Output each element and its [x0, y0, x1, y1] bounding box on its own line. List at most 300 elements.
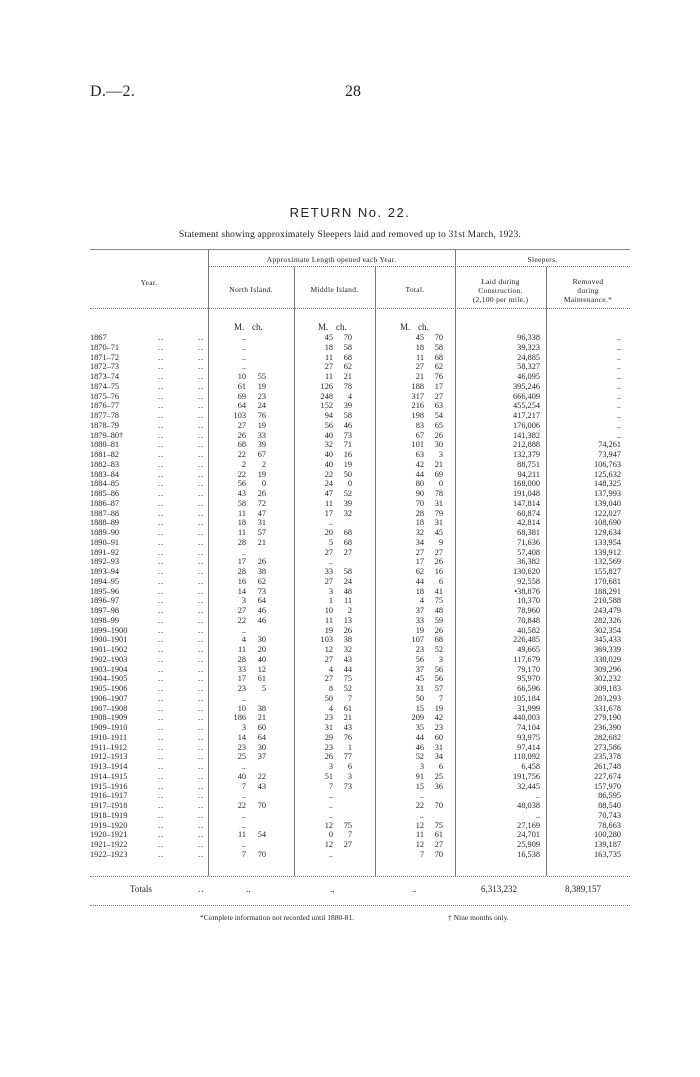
- cell-removed: 86,595: [598, 791, 621, 801]
- leader-dots: ..: [158, 430, 165, 440]
- cell-middle-miles: 5: [328, 537, 333, 547]
- cell-middle-miles: 103: [320, 635, 333, 645]
- cell-removed: 78,663: [598, 820, 621, 830]
- leader-dots: ..: [158, 645, 165, 654]
- cell-total-chains: 75: [434, 820, 443, 830]
- cell-removed: ..: [616, 411, 621, 420]
- cell-total-miles: 67: [415, 430, 424, 440]
- cell-north-miles: 17: [237, 557, 246, 567]
- cell-laid: 24,885: [517, 352, 540, 362]
- cell-north-miles: 23: [237, 742, 246, 752]
- cell-middle-miles: 3: [328, 586, 333, 596]
- cell-removed: ..: [616, 352, 621, 362]
- cell-middle-chains: 32: [343, 645, 352, 654]
- cell-removed: ..: [616, 381, 621, 391]
- totals-middle: ..: [330, 884, 335, 894]
- cell-north-miles: 25: [237, 752, 246, 762]
- cell-laid: 117,679: [513, 654, 540, 664]
- page-number: 28: [345, 83, 361, 100]
- leader-dots: ..: [158, 840, 165, 849]
- cell-middle-chains: 27: [343, 547, 352, 557]
- cell-removed: 170,681: [594, 576, 621, 586]
- cell-removed: 279,190: [594, 713, 621, 723]
- header-total: Total.: [405, 285, 425, 294]
- cell-north-chains: 30: [257, 635, 266, 645]
- cell-north-chains: 31: [257, 518, 266, 528]
- table-row: [0, 557, 700, 567]
- cell-total-miles: 44: [415, 576, 424, 586]
- leader-dots: ..: [158, 479, 165, 489]
- leader-dots: ..: [158, 450, 165, 459]
- cell-laid: 40,582: [517, 625, 540, 635]
- cell-middle-miles: 27: [324, 576, 333, 586]
- cell-north-chains: 67: [257, 450, 266, 459]
- cell-total-miles: 80: [415, 479, 424, 489]
- cell-middle-miles: ..: [328, 557, 333, 567]
- cell-middle-chains: 76: [343, 732, 352, 742]
- cell-middle-chains: 75: [343, 820, 352, 830]
- cell-laid: 191,048: [513, 489, 540, 498]
- cell-laid: 105,184: [513, 693, 540, 703]
- cell-middle-miles: 27: [324, 654, 333, 664]
- cell-total-chains: 26: [434, 557, 443, 567]
- cell-middle-miles: 22: [324, 469, 333, 479]
- leader-dots: ..: [198, 489, 205, 498]
- cell-total-miles: 216: [411, 401, 424, 411]
- page-id: D.—2.: [90, 83, 136, 100]
- totals-north: ..: [246, 884, 251, 894]
- leader-dots: ..: [158, 342, 165, 352]
- cell-year: 1877–78: [90, 411, 120, 420]
- cell-north-miles: 23: [237, 684, 246, 693]
- cell-north-chains: 43: [257, 781, 266, 791]
- cell-total-miles: 28: [415, 508, 424, 518]
- cell-year: 1912–1913: [90, 752, 128, 762]
- cell-year: 1910–1911: [90, 732, 128, 742]
- cell-laid: 79,170: [517, 664, 540, 674]
- table-row: [0, 830, 700, 840]
- cell-middle-chains: 24: [343, 576, 352, 586]
- cell-removed: 155,827: [594, 567, 621, 576]
- cell-middle-miles: 126: [320, 381, 333, 391]
- cell-middle-chains: 26: [343, 625, 352, 635]
- cell-laid: 66,596: [517, 684, 540, 693]
- cell-north-miles: 11: [238, 508, 246, 518]
- footnote-dagger: † Nine months only.: [448, 913, 509, 922]
- cell-year: 1920–1921: [90, 830, 128, 840]
- cell-year: 1883–84: [90, 469, 120, 479]
- cell-total-chains: 65: [434, 420, 443, 430]
- table-row: [0, 431, 700, 441]
- statement-subtitle: Statement showing approximately Sleepers laid and removed up to 31st March, 1923.: [178, 230, 522, 240]
- leader-dots: ..: [158, 391, 165, 401]
- cell-total-chains: 31: [434, 742, 443, 752]
- cell-laid: 39,323: [517, 342, 540, 352]
- cell-north-chains: 2: [261, 459, 266, 469]
- leader-dots: ..: [198, 479, 205, 489]
- cell-removed: 74,261: [598, 440, 621, 450]
- cell-removed: 139,040: [594, 498, 621, 508]
- cell-north-chains: 76: [257, 411, 266, 420]
- cell-north-chains: 20: [257, 645, 266, 654]
- cell-total-chains: 68: [434, 635, 443, 645]
- cell-year: 1902–1903: [90, 654, 128, 664]
- cell-north-chains: 19: [257, 420, 266, 430]
- cell-middle-miles: 11: [325, 498, 333, 508]
- cell-year: 1870–71: [90, 342, 120, 352]
- cell-total-miles: 23: [415, 645, 424, 654]
- cell-north-miles: ..: [241, 362, 246, 372]
- cell-removed: 88,540: [598, 801, 621, 810]
- cell-middle-miles: 26: [324, 752, 333, 762]
- leader-dots: ..: [158, 333, 165, 342]
- cell-removed: 235,378: [594, 752, 621, 762]
- cell-north-miles: 16: [237, 576, 246, 586]
- cell-laid: 92,558: [517, 576, 540, 586]
- leader-dots: ..: [158, 723, 165, 732]
- cell-middle-chains: 58: [343, 411, 352, 420]
- cell-total-miles: 63: [415, 450, 424, 459]
- leader-dots: ..: [158, 381, 165, 391]
- cell-total-miles: 56: [415, 654, 424, 664]
- cell-laid: 46,095: [517, 372, 540, 381]
- table-row: [0, 733, 700, 743]
- cell-middle-miles: 45: [324, 333, 333, 342]
- table-row: [0, 704, 700, 714]
- cell-laid: 147,814: [513, 498, 540, 508]
- cell-laid: 42,814: [517, 518, 540, 528]
- leader-dots: ..: [158, 489, 165, 498]
- cell-year: 1907–1908: [90, 703, 128, 713]
- cell-laid: 88,751: [517, 459, 540, 469]
- cell-total-chains: 42: [434, 713, 443, 723]
- cell-middle-chains: 68: [343, 537, 352, 547]
- cell-removed: 330,029: [594, 654, 621, 664]
- cell-year: 1887–88: [90, 508, 120, 518]
- cell-total-miles: 45: [415, 333, 424, 342]
- cell-total-miles: 11: [416, 352, 424, 362]
- leader-dots: ..: [158, 469, 165, 479]
- cell-north-miles: 22: [237, 615, 246, 625]
- cell-north-chains: 26: [257, 557, 266, 567]
- cell-laid: •38,876: [514, 586, 540, 596]
- cell-north-chains: 19: [257, 469, 266, 479]
- cell-total-chains: 27: [434, 840, 443, 849]
- table-row: [0, 694, 700, 704]
- leader-dots: ..: [158, 372, 165, 381]
- table-row: [0, 518, 700, 528]
- cell-total-chains: 69: [434, 469, 443, 479]
- cell-laid: 455,254: [513, 401, 540, 411]
- unit-middle-miles: M.: [318, 322, 329, 332]
- cell-total-chains: 26: [434, 430, 443, 440]
- cell-middle-chains: 21: [343, 713, 352, 723]
- table-bottom-rule: [90, 876, 630, 877]
- cell-total-chains: 25: [434, 771, 443, 781]
- cell-total-chains: 27: [434, 547, 443, 557]
- cell-total-chains: 31: [434, 518, 443, 528]
- leader-dots: ..: [158, 557, 165, 567]
- header-laid: [455, 277, 546, 304]
- leader-dots: ..: [198, 518, 205, 528]
- table-row: [0, 528, 700, 538]
- totals-leader-dots: ..: [198, 884, 205, 894]
- leader-dots: ..: [198, 391, 205, 401]
- cell-middle-chains: 7: [347, 693, 352, 703]
- cell-middle-chains: 27: [343, 840, 352, 849]
- table-row: [0, 382, 700, 392]
- cell-total-chains: 45: [434, 528, 443, 537]
- cell-north-miles: 14: [237, 586, 246, 596]
- leader-dots: ..: [198, 713, 205, 723]
- cell-total-chains: 7: [438, 693, 443, 703]
- cell-north-miles: 18: [237, 518, 246, 528]
- cell-middle-miles: 51: [324, 771, 333, 781]
- leader-dots: ..: [198, 771, 205, 781]
- cell-laid: 32,445: [517, 781, 540, 791]
- cell-north-miles: 17: [237, 674, 246, 684]
- cell-removed: ..: [616, 333, 621, 342]
- cell-middle-chains: 11: [344, 596, 352, 606]
- leader-dots: ..: [158, 625, 165, 635]
- cell-north-miles: 27: [237, 420, 246, 430]
- leader-dots: ..: [198, 528, 205, 537]
- totals-removed: 8,389,157: [565, 884, 601, 894]
- cell-total-miles: 107: [411, 635, 424, 645]
- cell-total-chains: 26: [434, 625, 443, 635]
- table-row: [0, 509, 700, 519]
- leader-dots: ..: [198, 586, 205, 596]
- unit-north-miles: M.: [234, 322, 245, 332]
- cell-removed: 188,291: [594, 586, 621, 596]
- cell-total-miles: 12: [415, 840, 424, 849]
- cell-laid: 226,485: [513, 635, 540, 645]
- table-row: [0, 343, 700, 353]
- cell-total-miles: 198: [411, 411, 424, 420]
- cell-middle-chains: 73: [343, 781, 352, 791]
- table-row: [0, 821, 700, 831]
- cell-total-miles: 37: [415, 606, 424, 615]
- leader-dots: ..: [158, 498, 165, 508]
- cell-total-miles: 45: [415, 674, 424, 684]
- cell-total-miles: 15: [415, 781, 424, 791]
- leader-dots: ..: [198, 333, 205, 342]
- table-row: [0, 645, 700, 655]
- leader-dots: ..: [198, 645, 205, 654]
- unit-total-miles: M.: [400, 322, 411, 332]
- cell-middle-chains: 0: [347, 479, 352, 489]
- leader-dots: ..: [158, 440, 165, 450]
- cell-north-chains: 46: [257, 615, 266, 625]
- leader-dots: ..: [198, 381, 205, 391]
- table-row: [0, 372, 700, 382]
- cell-middle-miles: 20: [324, 528, 333, 537]
- cell-north-miles: ..: [241, 342, 246, 352]
- footnote-rule: [90, 905, 630, 906]
- cell-total-chains: 56: [434, 664, 443, 674]
- cell-year: 1891–92: [90, 547, 120, 557]
- cell-north-chains: 61: [257, 674, 266, 684]
- header-removed: [546, 277, 630, 304]
- cell-year: 1900–1901: [90, 635, 128, 645]
- leader-dots: ..: [198, 684, 205, 693]
- cell-year: 1895–96: [90, 586, 120, 596]
- cell-laid: 94,211: [517, 469, 540, 479]
- cell-total-miles: 18: [415, 342, 424, 352]
- leader-dots: ..: [198, 615, 205, 625]
- cell-total-chains: 56: [434, 674, 443, 684]
- cell-north-chains: 72: [257, 498, 266, 508]
- cell-laid: 24,701: [517, 830, 540, 840]
- leader-dots: ..: [198, 693, 205, 703]
- cell-year: 1903–1904: [90, 664, 128, 674]
- cell-year: 1915–1916: [90, 781, 128, 791]
- cell-removed: 100,280: [594, 830, 621, 840]
- cell-total-miles: 188: [411, 381, 424, 391]
- cell-year: 1905–1906: [90, 684, 128, 693]
- cell-total-miles: 83: [415, 420, 424, 430]
- header-year: Year.: [140, 278, 158, 287]
- cell-total-miles: ..: [419, 791, 424, 801]
- cell-north-miles: ..: [241, 810, 246, 820]
- cell-middle-miles: 31: [324, 723, 333, 732]
- cell-middle-miles: 4: [328, 703, 333, 713]
- cell-total-chains: 9: [438, 537, 443, 547]
- cell-total-miles: 35: [415, 723, 424, 732]
- totals-laid: 6,313,232: [481, 884, 517, 894]
- cell-middle-chains: 7: [347, 830, 352, 840]
- cell-total-miles: 62: [415, 567, 424, 576]
- cell-removed: 345,433: [594, 635, 621, 645]
- leader-dots: ..: [158, 518, 165, 528]
- cell-middle-miles: 27: [324, 547, 333, 557]
- leader-dots: ..: [158, 830, 165, 840]
- table-row: [0, 840, 700, 850]
- cell-year: 1872–73: [90, 362, 120, 372]
- cell-middle-chains: 68: [343, 352, 352, 362]
- header-sleepers: Sleepers.: [527, 255, 558, 264]
- cell-middle-miles: 40: [324, 430, 333, 440]
- table-row: [0, 440, 700, 450]
- cell-middle-chains: 71: [343, 440, 352, 450]
- leader-dots: ..: [198, 401, 205, 411]
- leader-dots: ..: [198, 674, 205, 684]
- cell-laid: 74,104: [517, 723, 540, 732]
- header-group-rule: [208, 266, 630, 267]
- cell-total-chains: 6: [438, 576, 443, 586]
- leader-dots: ..: [198, 430, 205, 440]
- cell-north-miles: 186: [233, 713, 246, 723]
- cell-north-chains: 73: [257, 586, 266, 596]
- leader-dots: ..: [198, 810, 205, 820]
- leader-dots: ..: [198, 752, 205, 762]
- cell-north-miles: 7: [241, 781, 246, 791]
- table-row: [0, 713, 700, 723]
- cell-laid: 36,382: [517, 557, 540, 567]
- header-bottom-rule: [90, 308, 630, 309]
- cell-north-miles: ..: [241, 840, 246, 849]
- cell-laid: ..: [535, 791, 540, 801]
- cell-laid: 130,620: [513, 567, 540, 576]
- cell-north-chains: 57: [257, 528, 266, 537]
- cell-north-miles: 10: [237, 703, 246, 713]
- cell-middle-chains: 21: [343, 372, 352, 381]
- cell-north-chains: 38: [257, 703, 266, 713]
- cell-removed: 302,354: [594, 625, 621, 635]
- cell-north-miles: 26: [237, 430, 246, 440]
- leader-dots: ..: [158, 635, 165, 645]
- leader-dots: ..: [198, 362, 205, 372]
- table-row: [0, 635, 700, 645]
- cell-total-chains: 60: [434, 732, 443, 742]
- cell-total-miles: ..: [419, 810, 424, 820]
- table-row: [0, 548, 700, 558]
- cell-laid: 191,756: [513, 771, 540, 781]
- cell-north-miles: ..: [241, 791, 246, 801]
- table-row: [0, 587, 700, 597]
- cell-removed: ..: [616, 372, 621, 381]
- cell-north-miles: 103: [233, 411, 246, 420]
- cell-total-chains: 17: [434, 381, 443, 391]
- cell-middle-miles: 40: [324, 450, 333, 459]
- cell-north-chains: 24: [257, 401, 266, 411]
- cell-total-chains: 21: [434, 459, 443, 469]
- cell-middle-chains: 52: [343, 684, 352, 693]
- table-row: [0, 333, 700, 343]
- cell-north-chains: 19: [257, 381, 266, 391]
- cell-laid: 70,848: [517, 615, 540, 625]
- cell-total-chains: 19: [434, 703, 443, 713]
- cell-laid: 110,092: [513, 752, 540, 762]
- leader-dots: ..: [198, 450, 205, 459]
- cell-removed: 309,296: [594, 664, 621, 674]
- leader-dots: ..: [198, 498, 205, 508]
- cell-total-miles: 34: [415, 537, 424, 547]
- table-row: [0, 752, 700, 762]
- cell-middle-chains: 44: [343, 664, 352, 674]
- leader-dots: ..: [198, 849, 205, 859]
- cell-total-miles: 70: [415, 498, 424, 508]
- cell-middle-miles: 27: [324, 362, 333, 372]
- cell-north-miles: 14: [237, 732, 246, 742]
- cell-removed: 73,947: [598, 450, 621, 459]
- cell-middle-miles: 23: [324, 742, 333, 752]
- leader-dots: ..: [198, 820, 205, 830]
- leader-dots: ..: [198, 664, 205, 674]
- leader-dots: ..: [158, 684, 165, 693]
- cell-year: 1880–81: [90, 440, 120, 450]
- table-row: [0, 479, 700, 489]
- cell-north-chains: 33: [257, 430, 266, 440]
- leader-dots: ..: [158, 576, 165, 586]
- cell-total-miles: 21: [415, 372, 424, 381]
- cell-north-chains: 64: [257, 596, 266, 606]
- cell-middle-chains: 16: [343, 450, 352, 459]
- cell-total-miles: 317: [411, 391, 424, 401]
- table-row: [0, 791, 700, 801]
- cell-removed: 133,954: [594, 537, 621, 547]
- cell-middle-miles: 11: [325, 615, 333, 625]
- table-row: [0, 616, 700, 626]
- cell-middle-miles: 50: [324, 693, 333, 703]
- cell-laid: 6,458: [521, 762, 540, 771]
- cell-north-miles: ..: [241, 547, 246, 557]
- cell-year: 1884–85: [90, 479, 120, 489]
- cell-removed: ..: [616, 391, 621, 401]
- table-row: [0, 782, 700, 792]
- cell-removed: 236,390: [594, 723, 621, 732]
- cell-middle-chains: 73: [343, 430, 352, 440]
